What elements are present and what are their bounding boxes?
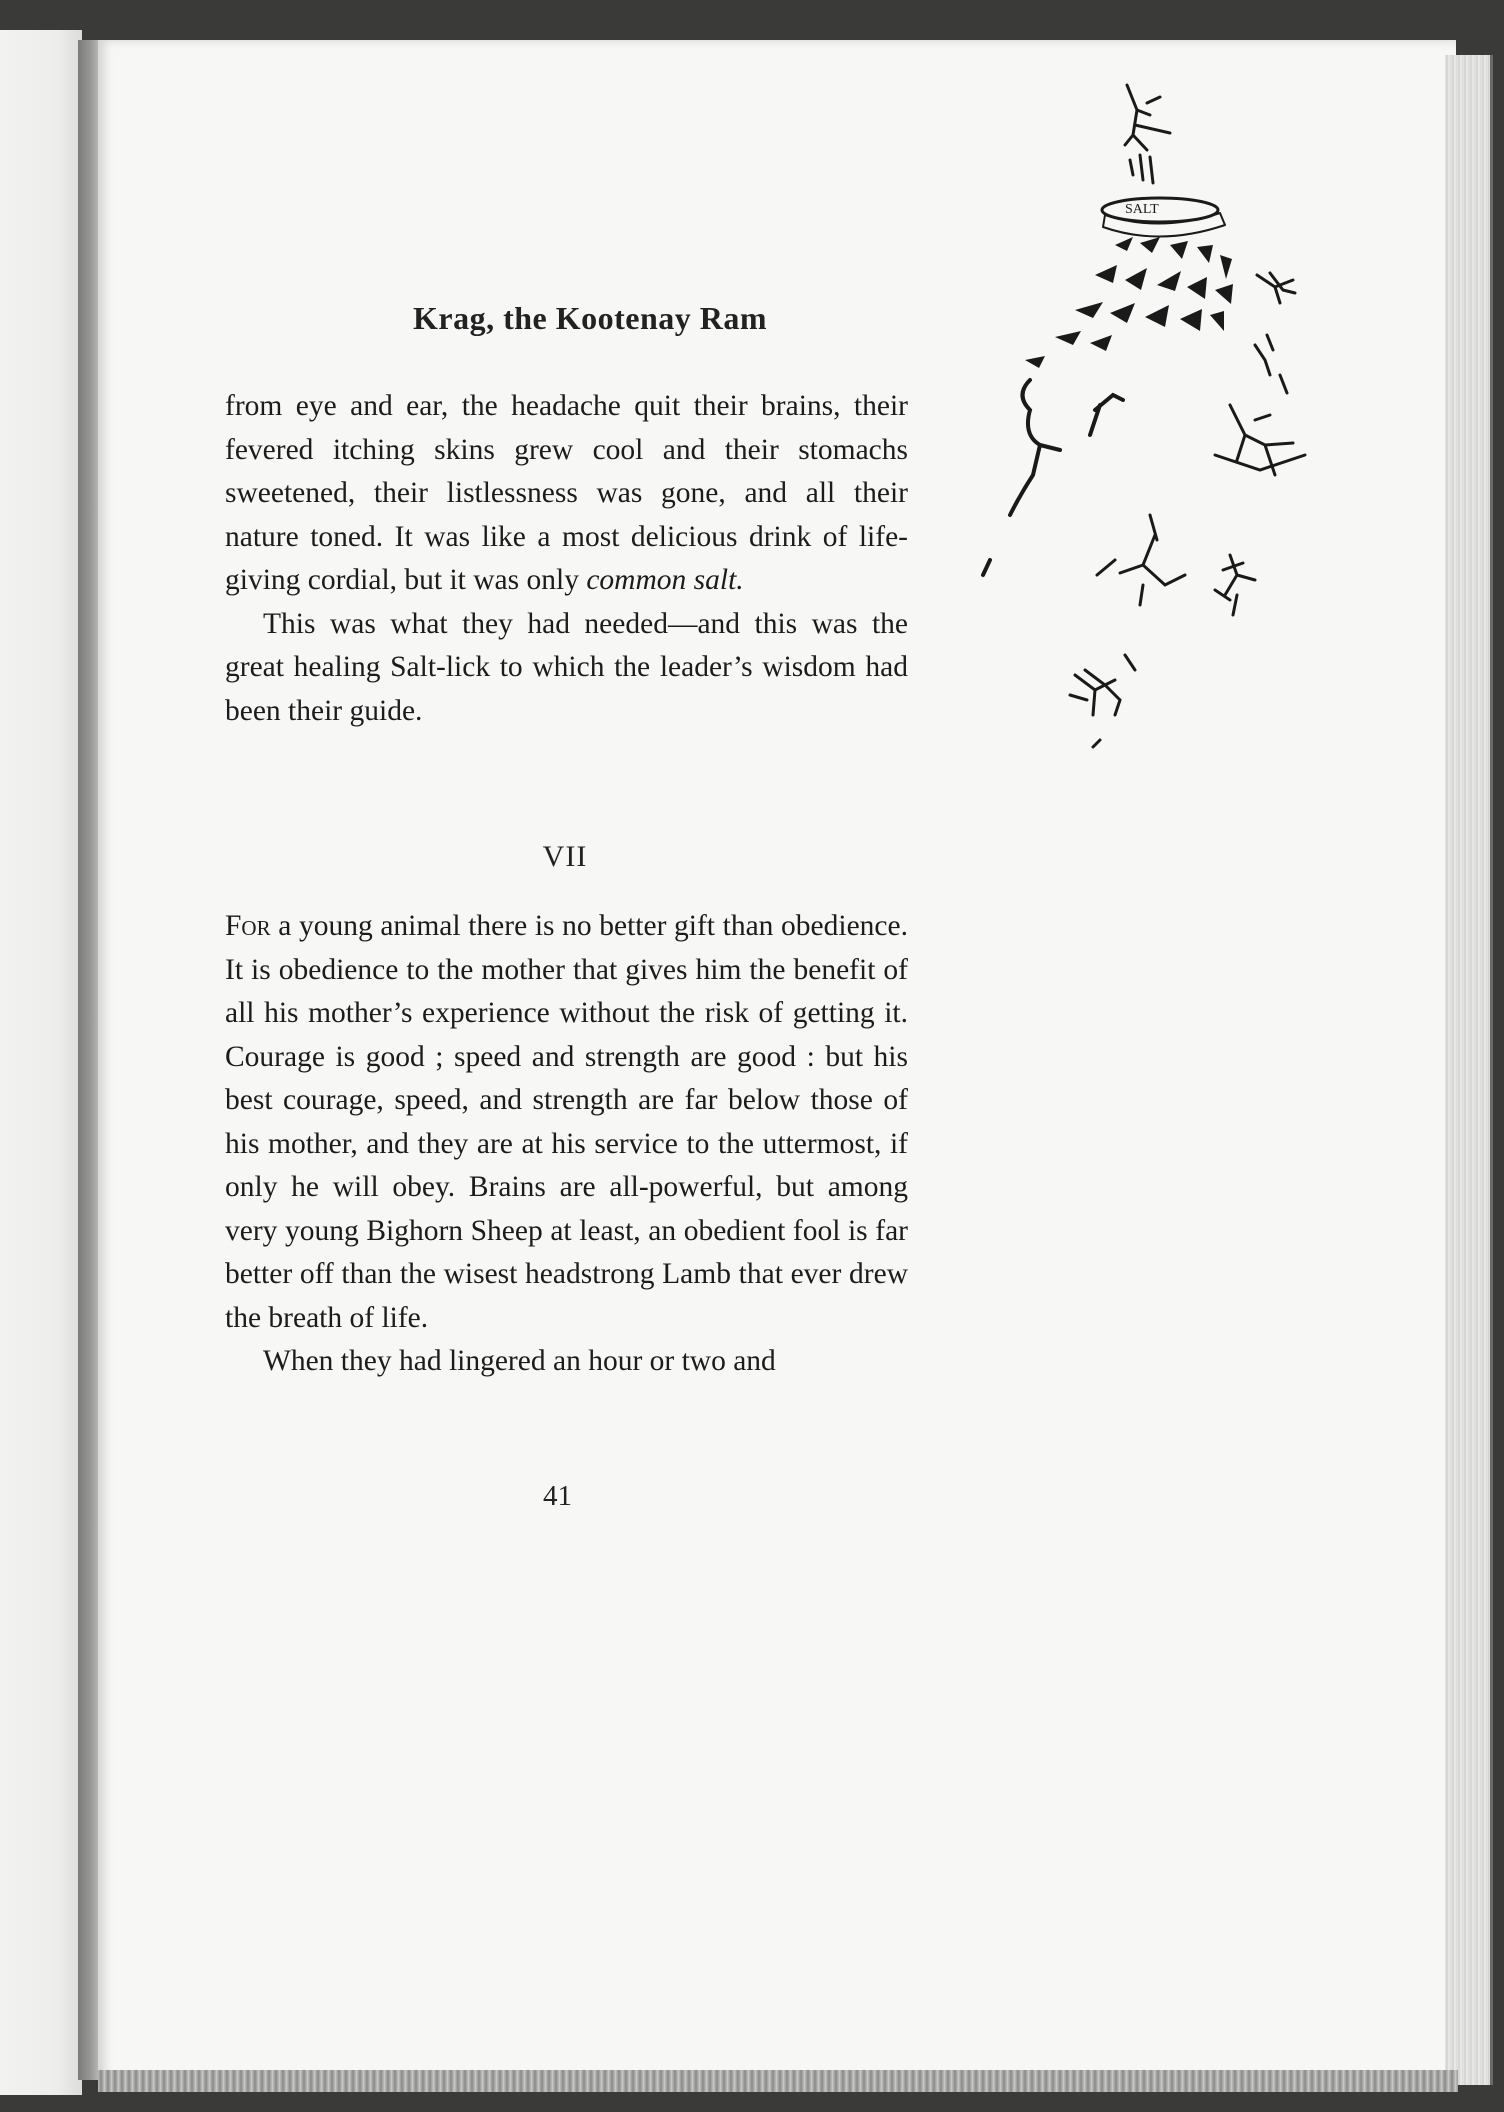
- salt-lick-sheep-illustration: [975, 75, 1375, 755]
- page-number: 41: [543, 1480, 572, 1512]
- text-block-top: [225, 385, 908, 733]
- lead-in-small-caps: For: [225, 910, 271, 942]
- paragraph-4: When they had lingered an hour or two and: [263, 1345, 776, 1377]
- paragraph-3: For a young animal there is no better gift than obedience. It is obedience to the mother that gives him the benefit of all his mother’s experience without the risk of getting it. Courage is good ; speed and strength are good : but his best courage, speed, and strength are far below those of his mother, and they are at his service to the uttermost, if only he will obey. Brains are all-powerful, but among very young Bighorn Sheep at least, an obedient fool is far better off than the wisest headstrong Lamb that ever drew the breath of life.: [225, 910, 908, 1334]
- facing-page-edge: [0, 30, 82, 2095]
- paragraph-1: from eye and ear, the headache quit their brains, their fevered itching skins grew cool and their stomachs sweetened, their listlessness was gone, and all their nature toned. It was like a most delicious drink of life-giving cordial, but it was only common salt.: [225, 390, 908, 596]
- italic-phrase: common salt.: [586, 564, 744, 596]
- paragraph-2: This was what they had needed—and this was the great healing Salt-lick to which the leader’s wisdom had been their guide.: [225, 607, 908, 727]
- running-head: Krag, the Kootenay Ram: [412, 300, 768, 336]
- chapter-number: VII: [542, 840, 588, 873]
- page-block-edges: [1445, 55, 1493, 2085]
- text-block-bottom: [225, 905, 908, 1384]
- page-bottom-edge: [98, 2070, 1458, 2092]
- salt-label: SALT: [1125, 202, 1159, 217]
- book-gutter: [78, 40, 100, 2080]
